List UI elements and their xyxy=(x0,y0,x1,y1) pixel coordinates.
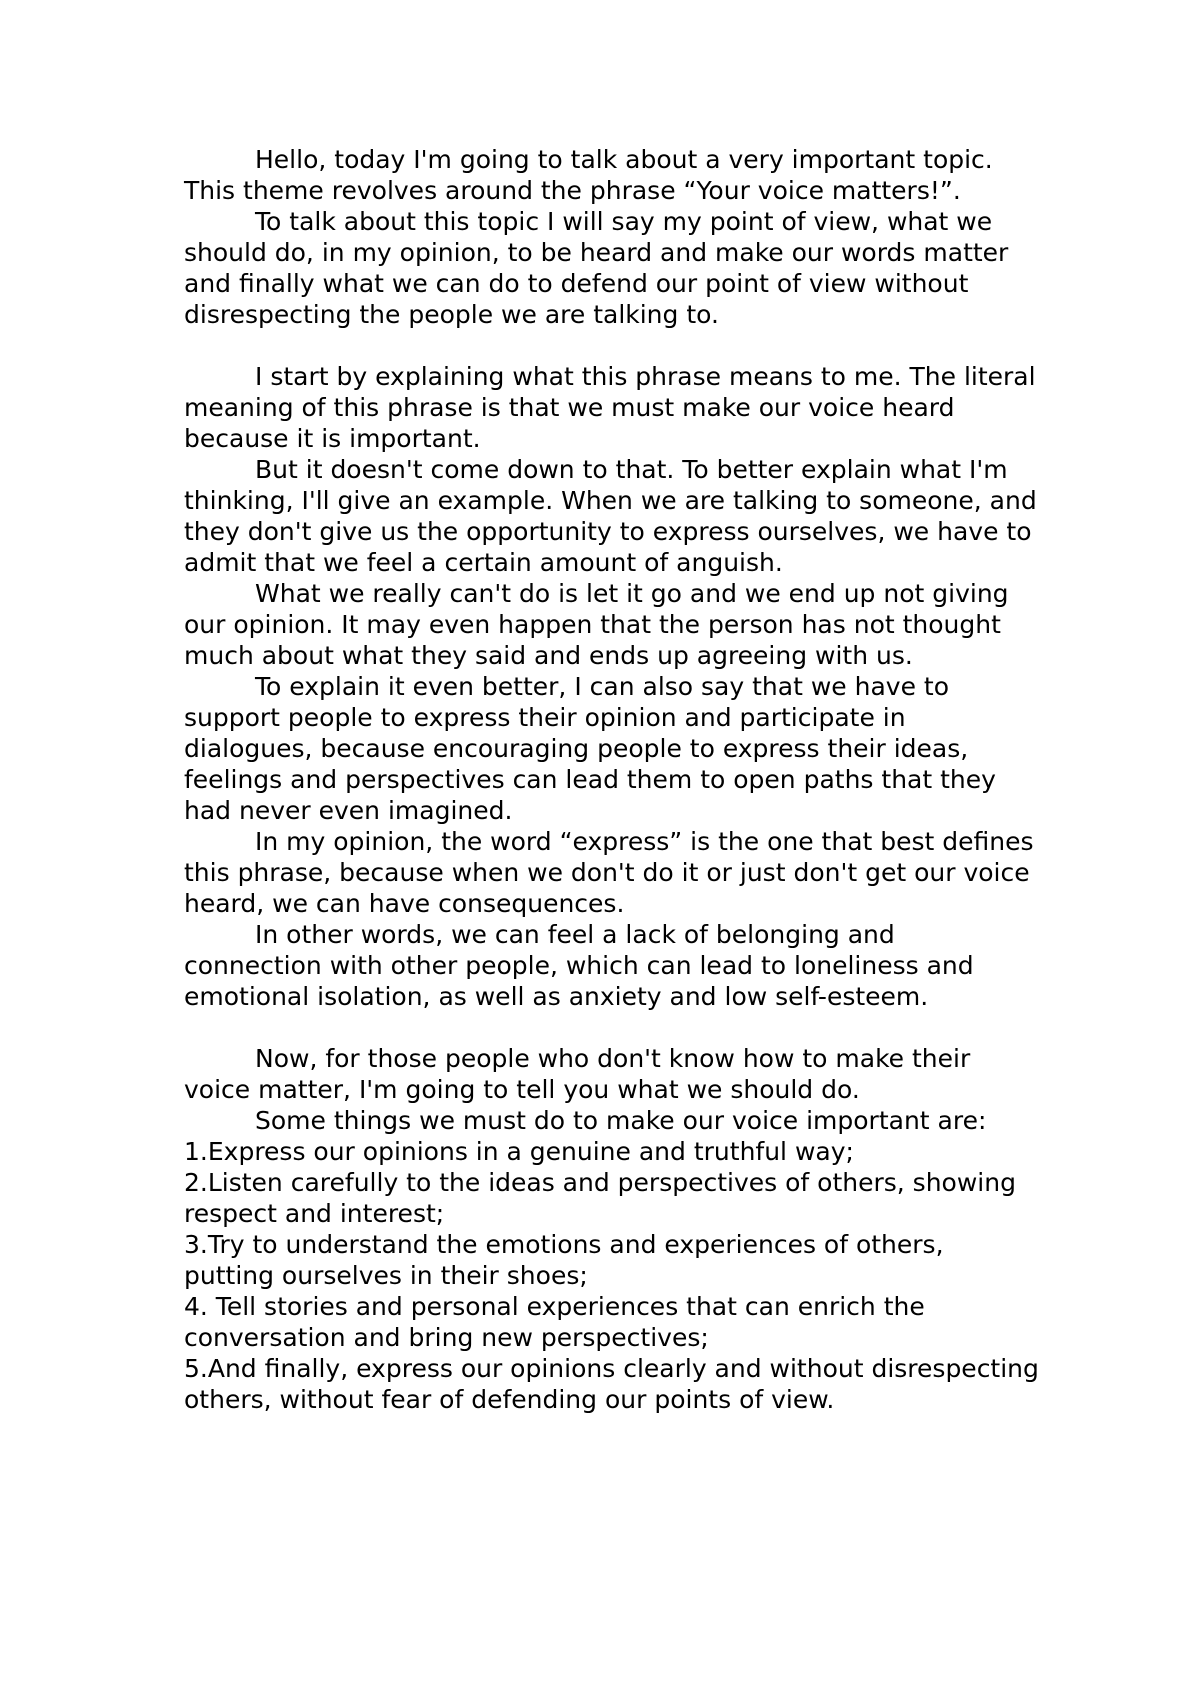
paragraph: What we really can't do is let it go and we end up not giving our opinion. It may even happen that the person has not thought much about what they said and ends up agreeing with us. xyxy=(184,579,1009,670)
document-body xyxy=(184,144,1040,1415)
paragraph: But it doesn't come down to that. To better explain what I'm thinking, I'll give an example. When we are talking to someone, and they don't give us the opportunity to express ourselves, we have to admit that we feel a certain amount of anguish. xyxy=(184,455,1037,577)
paragraph: In my opinion, the word “express” is the one that best defines this phrase, because when we don't do it or just don't get our voice heard, we can have consequences. xyxy=(184,827,1034,918)
paragraph: I start by explaining what this phrase means to me. The literal meaning of this phrase is that we must make our voice heard because it is important. xyxy=(184,362,1036,453)
paragraph: To talk about this topic I will say my point of view, what we should do, in my opinion, to be heard and make our words matter and finally what we can do to defend our point of view without disrespecting the people we are talking to. xyxy=(184,207,1009,329)
paragraph: Now, for those people who don't know how to make their voice matter, I'm going to tell you what we should do. xyxy=(184,1044,971,1104)
paragraph: Some things we must do to make our voice important are: xyxy=(255,1106,987,1135)
list-item: 1.Express our opinions in a genuine and truthful way; xyxy=(184,1137,854,1166)
list-item: 2.Listen carefully to the ideas and perspectives of others, showing respect and interest; xyxy=(184,1168,1016,1228)
paragraph: Hello, today I'm going to talk about a very important topic. This theme revolves around the phrase “Your voice matters!”. xyxy=(184,145,993,205)
paragraph-spacer xyxy=(184,1012,1040,1043)
paragraph: In other words, we can feel a lack of belonging and connection with other people, which can lead to loneliness and emotional isolation, as well as anxiety and low self-esteem. xyxy=(184,920,974,1011)
list-item: 3.Try to understand the emotions and experiences of others, putting ourselves in their shoes; xyxy=(184,1230,944,1290)
paragraph-spacer xyxy=(184,330,1040,361)
list-item: 4. Tell stories and personal experiences that can enrich the conversation and bring new perspectives; xyxy=(184,1292,925,1352)
paragraph: To explain it even better, I can also say that we have to support people to express their opinion and participate in dialogues, because encouraging people to express their ideas, feelings and perspectives can lead them to open paths that they had never even imagined. xyxy=(184,672,996,825)
list-item: 5.And finally, express our opinions clearly and without disrespecting others, without fear of defending our points of view. xyxy=(184,1354,1039,1414)
